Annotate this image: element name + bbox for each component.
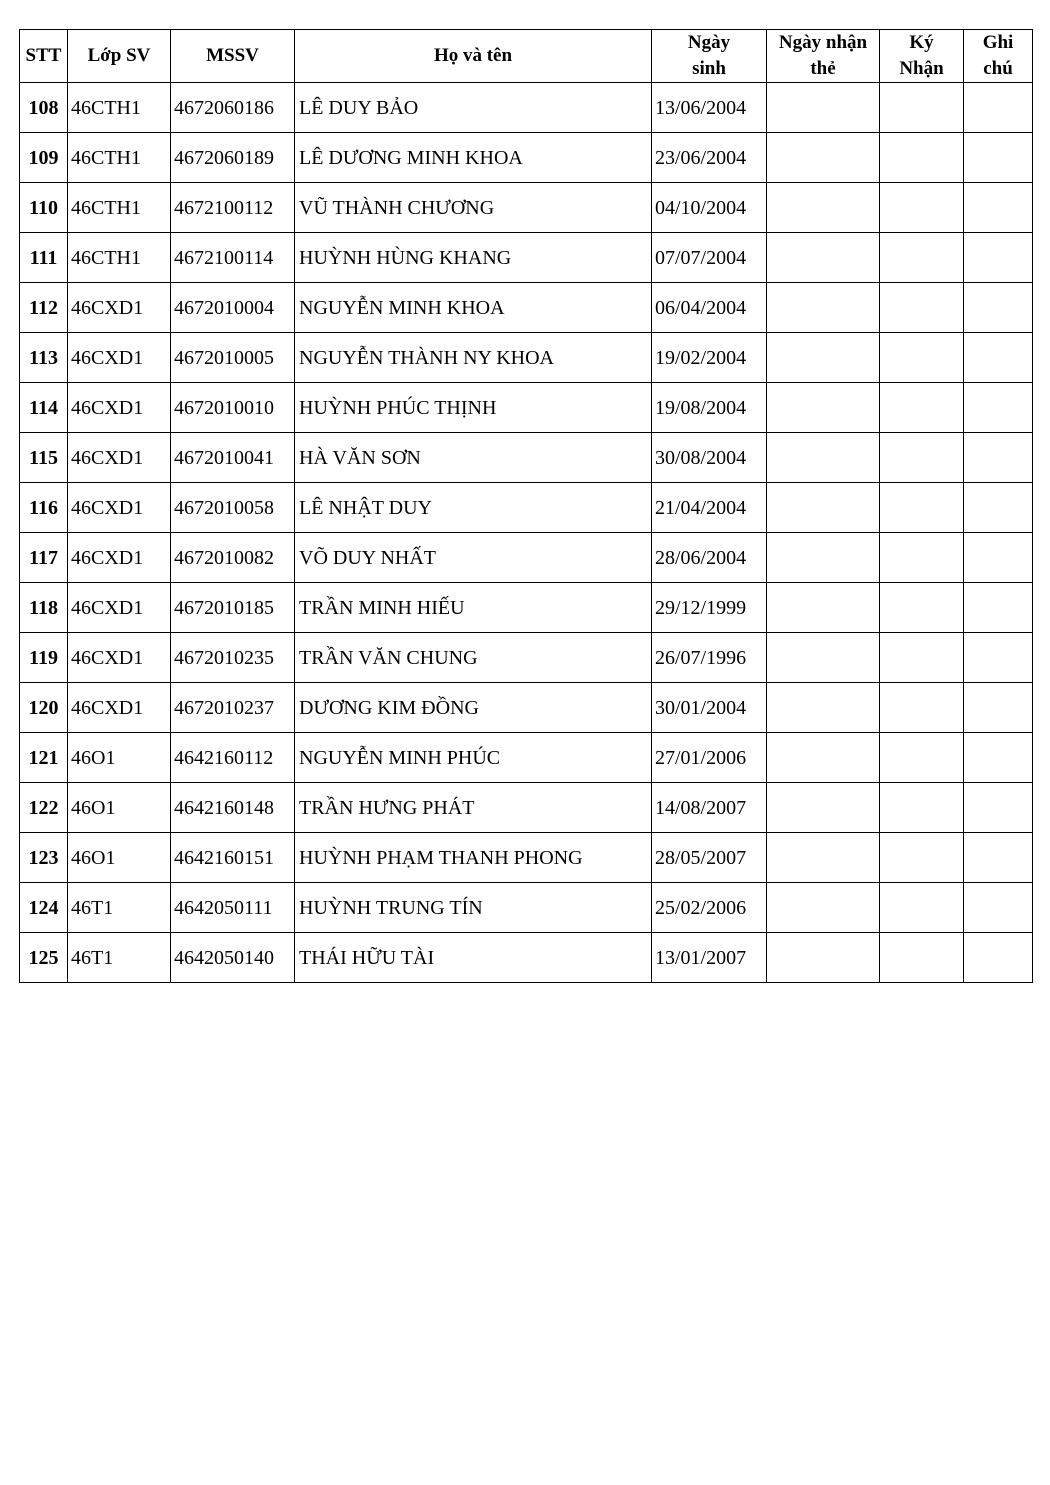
table-row	[20, 233, 1033, 283]
cell-mssv: 4642160151	[171, 833, 295, 883]
cell-name: VÕ DUY NHẤT	[295, 533, 652, 583]
cell-signature	[880, 183, 964, 233]
cell-card-date	[767, 383, 880, 433]
cell-signature	[880, 83, 964, 133]
cell-dob: 28/06/2004	[652, 533, 767, 583]
cell-name: TRẦN MINH HIẾU	[295, 583, 652, 633]
cell-card-date	[767, 433, 880, 483]
cell-mssv: 4672010185	[171, 583, 295, 633]
cell-name: TRẦN HƯNG PHÁT	[295, 783, 652, 833]
cell-dob: 23/06/2004	[652, 133, 767, 183]
cell-class: 46CXD1	[68, 383, 171, 433]
table-row	[20, 83, 1033, 133]
cell-dob: 29/12/1999	[652, 583, 767, 633]
cell-name: HUỲNH PHÚC THỊNH	[295, 383, 652, 433]
table-row	[20, 433, 1033, 483]
cell-stt: 124	[20, 883, 68, 933]
cell-card-date	[767, 933, 880, 983]
cell-signature	[880, 283, 964, 333]
table-header	[20, 30, 1033, 83]
cell-name: NGUYỄN MINH KHOA	[295, 283, 652, 333]
table-row	[20, 583, 1033, 633]
cell-signature	[880, 533, 964, 583]
cell-note	[964, 83, 1033, 133]
cell-card-date	[767, 733, 880, 783]
cell-note	[964, 933, 1033, 983]
cell-signature	[880, 383, 964, 433]
cell-name: LÊ NHẬT DUY	[295, 483, 652, 533]
cell-class: 46CXD1	[68, 283, 171, 333]
cell-name: TRẦN VĂN CHUNG	[295, 633, 652, 683]
header-class: Lớp SV	[68, 30, 171, 83]
table-row	[20, 883, 1033, 933]
cell-note	[964, 883, 1033, 933]
cell-class: 46CXD1	[68, 633, 171, 683]
cell-stt: 120	[20, 683, 68, 733]
cell-card-date	[767, 633, 880, 683]
cell-dob: 26/07/1996	[652, 633, 767, 683]
header-row	[20, 30, 1033, 83]
cell-signature	[880, 933, 964, 983]
cell-stt: 119	[20, 633, 68, 683]
cell-class: 46T1	[68, 933, 171, 983]
cell-class: 46CTH1	[68, 133, 171, 183]
cell-name: HUỲNH TRUNG TÍN	[295, 883, 652, 933]
cell-name: DƯƠNG KIM ĐỒNG	[295, 683, 652, 733]
table-row	[20, 933, 1033, 983]
cell-dob: 28/05/2007	[652, 833, 767, 883]
cell-class: 46CTH1	[68, 83, 171, 133]
table-body	[20, 83, 1033, 983]
cell-class: 46CXD1	[68, 583, 171, 633]
cell-card-date	[767, 233, 880, 283]
cell-card-date	[767, 583, 880, 633]
cell-class: 46O1	[68, 733, 171, 783]
cell-dob: 19/02/2004	[652, 333, 767, 383]
cell-card-date	[767, 283, 880, 333]
cell-signature	[880, 683, 964, 733]
cell-signature	[880, 633, 964, 683]
cell-signature	[880, 483, 964, 533]
table-row	[20, 333, 1033, 383]
cell-class: 46O1	[68, 783, 171, 833]
header-signature: Ký Nhận	[880, 30, 964, 83]
cell-name: HÀ VĂN SƠN	[295, 433, 652, 483]
cell-stt: 122	[20, 783, 68, 833]
cell-note	[964, 633, 1033, 683]
cell-dob: 14/08/2007	[652, 783, 767, 833]
cell-dob: 30/08/2004	[652, 433, 767, 483]
cell-card-date	[767, 83, 880, 133]
cell-note	[964, 683, 1033, 733]
cell-stt: 110	[20, 183, 68, 233]
cell-signature	[880, 583, 964, 633]
cell-mssv: 4642160112	[171, 733, 295, 783]
cell-class: 46CXD1	[68, 433, 171, 483]
cell-signature	[880, 783, 964, 833]
cell-dob: 30/01/2004	[652, 683, 767, 733]
cell-mssv: 4672010058	[171, 483, 295, 533]
cell-class: 46CXD1	[68, 533, 171, 583]
cell-name: HUỲNH HÙNG KHANG	[295, 233, 652, 283]
cell-stt: 113	[20, 333, 68, 383]
table-row	[20, 683, 1033, 733]
cell-name: THÁI HỮU TÀI	[295, 933, 652, 983]
cell-mssv: 4672010237	[171, 683, 295, 733]
cell-stt: 123	[20, 833, 68, 883]
cell-signature	[880, 833, 964, 883]
table-row	[20, 133, 1033, 183]
cell-dob: 06/04/2004	[652, 283, 767, 333]
cell-mssv: 4672010010	[171, 383, 295, 433]
cell-card-date	[767, 533, 880, 583]
cell-mssv: 4672060186	[171, 83, 295, 133]
header-card-date: Ngày nhận thẻ	[767, 30, 880, 83]
cell-dob: 13/06/2004	[652, 83, 767, 133]
cell-name: VŨ THÀNH CHƯƠNG	[295, 183, 652, 233]
table-row	[20, 633, 1033, 683]
cell-note	[964, 533, 1033, 583]
table-row	[20, 183, 1033, 233]
table-row	[20, 283, 1033, 333]
cell-card-date	[767, 183, 880, 233]
cell-mssv: 4672010235	[171, 633, 295, 683]
cell-name: NGUYỄN THÀNH NY KHOA	[295, 333, 652, 383]
cell-stt: 114	[20, 383, 68, 433]
header-name: Họ và tên	[295, 30, 652, 83]
cell-note	[964, 333, 1033, 383]
cell-stt: 112	[20, 283, 68, 333]
cell-dob: 27/01/2006	[652, 733, 767, 783]
cell-mssv: 4642050140	[171, 933, 295, 983]
cell-card-date	[767, 133, 880, 183]
cell-dob: 13/01/2007	[652, 933, 767, 983]
table-row	[20, 833, 1033, 883]
cell-stt: 118	[20, 583, 68, 633]
cell-stt: 108	[20, 83, 68, 133]
cell-stt: 116	[20, 483, 68, 533]
cell-note	[964, 233, 1033, 283]
cell-stt: 121	[20, 733, 68, 783]
cell-card-date	[767, 783, 880, 833]
cell-mssv: 4672010005	[171, 333, 295, 383]
cell-dob: 07/07/2004	[652, 233, 767, 283]
cell-dob: 21/04/2004	[652, 483, 767, 533]
header-mssv: MSSV	[171, 30, 295, 83]
cell-note	[964, 583, 1033, 633]
cell-note	[964, 833, 1033, 883]
cell-stt: 111	[20, 233, 68, 283]
cell-signature	[880, 433, 964, 483]
cell-dob: 25/02/2006	[652, 883, 767, 933]
header-note: Ghi chú	[964, 30, 1033, 83]
cell-signature	[880, 733, 964, 783]
cell-card-date	[767, 883, 880, 933]
student-card-table	[19, 29, 1033, 983]
cell-class: 46CTH1	[68, 183, 171, 233]
cell-mssv: 4642160148	[171, 783, 295, 833]
cell-mssv: 4672100112	[171, 183, 295, 233]
cell-class: 46T1	[68, 883, 171, 933]
cell-note	[964, 433, 1033, 483]
cell-note	[964, 383, 1033, 433]
cell-card-date	[767, 333, 880, 383]
cell-signature	[880, 233, 964, 283]
cell-mssv: 4672010082	[171, 533, 295, 583]
cell-class: 46CXD1	[68, 483, 171, 533]
cell-mssv: 4672060189	[171, 133, 295, 183]
cell-note	[964, 783, 1033, 833]
cell-card-date	[767, 483, 880, 533]
cell-class: 46CXD1	[68, 683, 171, 733]
cell-name: HUỲNH PHẠM THANH PHONG	[295, 833, 652, 883]
cell-stt: 115	[20, 433, 68, 483]
cell-note	[964, 183, 1033, 233]
cell-note	[964, 733, 1033, 783]
cell-note	[964, 133, 1033, 183]
cell-class: 46CTH1	[68, 233, 171, 283]
cell-name: NGUYỄN MINH PHÚC	[295, 733, 652, 783]
cell-card-date	[767, 833, 880, 883]
cell-stt: 125	[20, 933, 68, 983]
cell-mssv: 4672100114	[171, 233, 295, 283]
header-stt: STT	[20, 30, 68, 83]
cell-dob: 19/08/2004	[652, 383, 767, 433]
cell-signature	[880, 883, 964, 933]
cell-stt: 109	[20, 133, 68, 183]
table-row	[20, 783, 1033, 833]
cell-name: LÊ DƯƠNG MINH KHOA	[295, 133, 652, 183]
cell-mssv: 4642050111	[171, 883, 295, 933]
cell-name: LÊ DUY BẢO	[295, 83, 652, 133]
cell-signature	[880, 333, 964, 383]
cell-stt: 117	[20, 533, 68, 583]
cell-mssv: 4672010004	[171, 283, 295, 333]
table-row	[20, 733, 1033, 783]
table-row	[20, 533, 1033, 583]
cell-class: 46CXD1	[68, 333, 171, 383]
cell-note	[964, 483, 1033, 533]
cell-signature	[880, 133, 964, 183]
cell-mssv: 4672010041	[171, 433, 295, 483]
cell-card-date	[767, 683, 880, 733]
cell-note	[964, 283, 1033, 333]
cell-class: 46O1	[68, 833, 171, 883]
header-dob: Ngày sinh	[652, 30, 767, 83]
table-row	[20, 383, 1033, 433]
table-row	[20, 483, 1033, 533]
cell-dob: 04/10/2004	[652, 183, 767, 233]
